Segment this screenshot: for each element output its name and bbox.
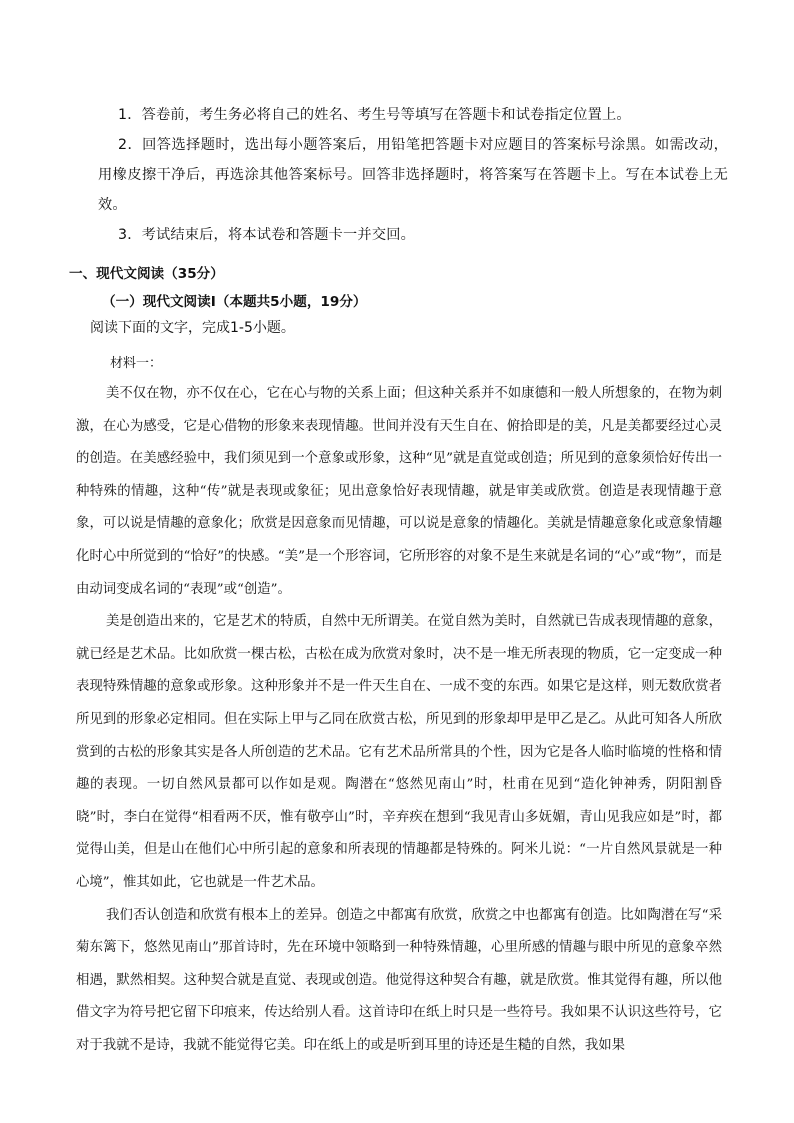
section-title: 一、现代文阅读（35分） (69, 266, 224, 282)
passage (76, 378, 722, 1062)
subsection-title: （一）现代文阅读Ⅰ（本题共5小题，19分） (102, 294, 367, 310)
instruction-3: 3．考试结束后，将本试卷和答题卡一并交回。 (118, 227, 415, 243)
reading-prompt: 阅读下面的文字，完成1-5小题。 (90, 320, 295, 336)
instruction-2: 2．回答选择题时，选出每小题答案后，用铅笔把答题卡对应题目的答案标号涂黑。如需改动，用橡皮擦干净后，再选涂其他答案标号。回答非选择题时，将答案写在答题卡上。写在本试卷上无效。 (98, 137, 728, 213)
passage-paragraph-1: 美不仅在物，亦不仅在心，它在心与物的关系上面；但这种关系并不如康德和一般人所想象的，在物为刺激，在心为感受，它是心借物的形象来表现情趣。世间并没有天生自在、俯拾即是的美，凡是美都要经过心灵的创造。在美感经验中，我们须见到一个意象或形象，这种“见”就是直觉或创造；所见到的意象须恰好传出一种特殊的情趣，这种“传”就是表现或象征；见出意象恰好表现情趣，就是审美或欣赏。创造是表现情趣于意象，可以说是情趣的意象化；欣赏是因意象而见情趣，可以说是意象的情趣化。美就是情趣意象化或意象情趣化时心中所觉到的“恰好”的快感。“美”是一个形容词，它所形容的对象不是生来就是名词的“心”或“物”，而是由动词变成名词的“表现”或“创造”。 (76, 386, 722, 597)
passage-paragraph-3: 我们否认创造和欣赏有根本上的差异。创造之中都寓有欣赏，欣赏之中也都寓有创造。比如陶潜在写“采菊东篱下，悠然见南山”那首诗时，先在环境中领略到一种特殊情趣，心里所感的情趣与眼中所见的意象卒然相遇，默然相契。这种契合就是直觉、表现或创造。他觉得这种契合有趣，就是欣赏。惟其觉得有趣，所以他借文字为符号把它留下印痕来，传达给别人看。这首诗印在纸上时只是一些符号。我如果不认识这些符号，它对于我就不是诗，我就不能觉得它美。印在纸上的或是听到耳里的诗还是生糙的自然，我如果 (76, 907, 722, 1053)
material-label: 材料一： (110, 356, 163, 371)
passage-paragraph-2: 美是创造出来的，它是艺术的特质，自然中无所谓美。在觉自然为美时，自然就已告成表现情趣的意象，就已经是艺术品。比如欣赏一棵古松，古松在成为欣赏对象时，决不是一堆无所表现的物质，它一定变成一种表现特殊情趣的意象或形象。这种形象并不是一件天生自在、一成不变的东西。如果它是这样，则无数欣赏者所见到的形象必定相同。但在实际上甲与乙同在欣赏古松，所见到的形象却甲是甲乙是乙。从此可知各人所欣赏到的古松的形象其实是各人所创造的艺术品。它有艺术品所常具的个性，因为它是各人临时临境的性格和情趣的表现。一切自然风景都可以作如是观。陶潜在“悠然见南山”时，杜甫在见到“造化钟神秀，阴阳割昏晓”时，李白在觉得“相看两不厌，惟有敬亭山”时，辛弃疾在想到“我见青山多妩媚，青山见我应如是”时，都觉得山美，但是山在他们心中所引起的意象和所表现的情趣都是特殊的。阿米儿说：“一片自然风景就是一种心境”，惟其如此，它也就是一件艺术品。 (76, 614, 722, 890)
exam-instructions (98, 100, 728, 250)
instruction-1: 1．答卷前，考生务必将自己的姓名、考生号等填写在答题卡和试卷指定位置上。 (118, 107, 631, 123)
